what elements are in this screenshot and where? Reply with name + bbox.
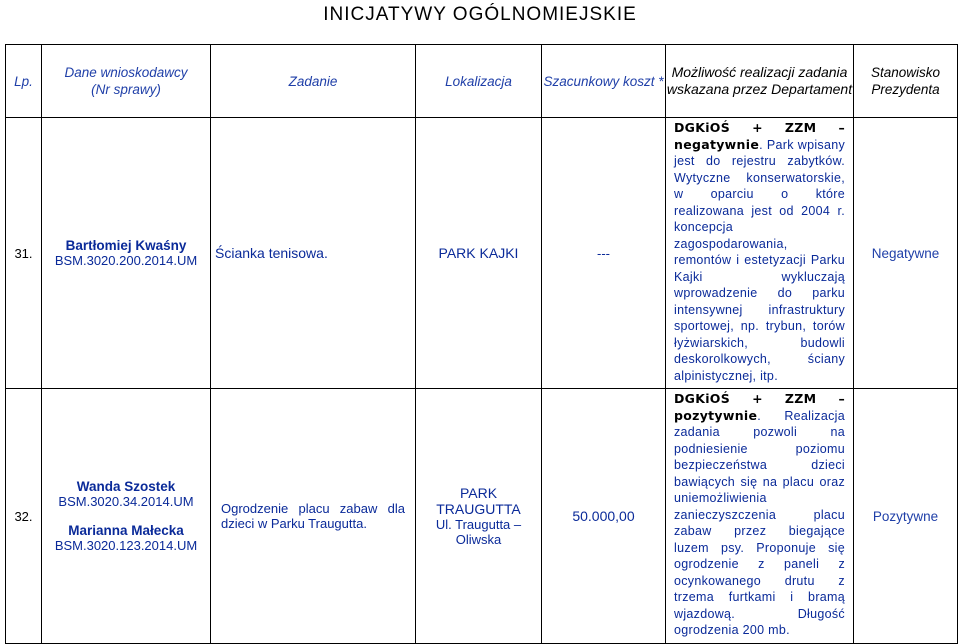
case-number: BSM.3020.34.2014.UM (58, 494, 194, 509)
assessment-head: DGKiOŚ + ZZM – (674, 391, 845, 407)
case-number: BSM.3020.200.2014.UM (54, 253, 198, 268)
row-lp: 31. (6, 118, 42, 389)
assessment-body: . Realizacja zadania pozwoli na podniesienie poziomu bezpieczeństwa dzieci bawiących się na placu oraz uniemożliwienia zanieczyszczenia placu zabaw przez biegające luzem psy. Proponuje się ogrodzenie z paneli z ocynkowanego drutu z trzema furtkami i bramą wjazdową. Długość ogrodzenia 200 mb. (674, 408, 845, 638)
task-text: Ogrodzenie placu zabaw dla dzieci w Parku Traugutta. (221, 501, 405, 531)
applicant-name: Wanda Szostek (76, 479, 176, 494)
task-text: Ścianka tenisowa. (215, 245, 328, 261)
case-number: BSM.3020.123.2014.UM (54, 538, 198, 553)
header-dane-line1: Dane wnioskodawcy (64, 65, 188, 80)
location-cell (416, 389, 542, 644)
page-title: INICJATYWY OGÓLNOMIEJSKIE (323, 4, 637, 25)
assessment-verdict: pozytywnie (674, 407, 758, 423)
header-dane-line2: (Nr sprawy) (91, 82, 161, 97)
assessment-head: DGKiOŚ + ZZM – (674, 120, 845, 135)
cost-cell (542, 118, 666, 389)
president-position: Negatywne (854, 118, 958, 389)
header-mozliwosc-line1: Możliwość realizacji zadania (671, 64, 848, 80)
location-cell (416, 118, 542, 389)
department-assessment-cell (666, 118, 854, 389)
applicant-cell (42, 118, 211, 389)
applicant-cell (42, 389, 211, 644)
header-koszt: Szacunkowy koszt * (542, 45, 666, 118)
initiatives-table (5, 44, 958, 644)
header-dane (42, 45, 211, 118)
location-name: PARK TRAUGUTTA (436, 485, 521, 517)
task-cell (211, 118, 416, 389)
header-mozliwosc (666, 45, 854, 118)
table-header-row (6, 45, 958, 118)
table-row (6, 118, 958, 389)
assessment-verdict: negatywnie (674, 136, 760, 152)
assessment-body: . Park wpisany jest do rejestru zabytków. Wytyczne konserwatorskie, w oparciu o które realizowana jest od 2004 r. koncepcja zagospodarowania, remontów i estetyzacji Parku Kajki wykluczają wprowadzenie do parku intensywnej infrastruktury sportowej, np. trybun, torów łyżwiarskich, budowli deskorolkowych, ściany alpinistycznej, itp. (674, 137, 845, 383)
cost-text: --- (597, 245, 610, 261)
header-stanowisko-line1: Stanowisko (870, 65, 941, 80)
applicant-name: Marianna Małecka (68, 523, 184, 538)
header-lp: Lp. (6, 45, 42, 118)
row-lp: 32. (6, 389, 42, 644)
location-street: Ul. Traugutta – Oliwska (435, 517, 522, 547)
department-assessment-cell (666, 389, 854, 644)
cost-text: 50.000,00 (572, 508, 635, 524)
cost-cell (542, 389, 666, 644)
task-cell (211, 389, 416, 644)
header-mozliwosc-line2: wskazana przez Departament (666, 81, 853, 97)
header-stanowisko-line2: Prezydenta (871, 82, 940, 97)
president-position: Pozytywne (854, 389, 958, 644)
table-row (6, 389, 958, 644)
header-zadanie: Zadanie (211, 45, 416, 118)
location-text: PARK KAJKI (438, 245, 519, 261)
header-stanowisko (854, 45, 958, 118)
header-lokalizacja: Lokalizacja (416, 45, 542, 118)
applicant-name: Bartłomiej Kwaśny (65, 238, 187, 253)
